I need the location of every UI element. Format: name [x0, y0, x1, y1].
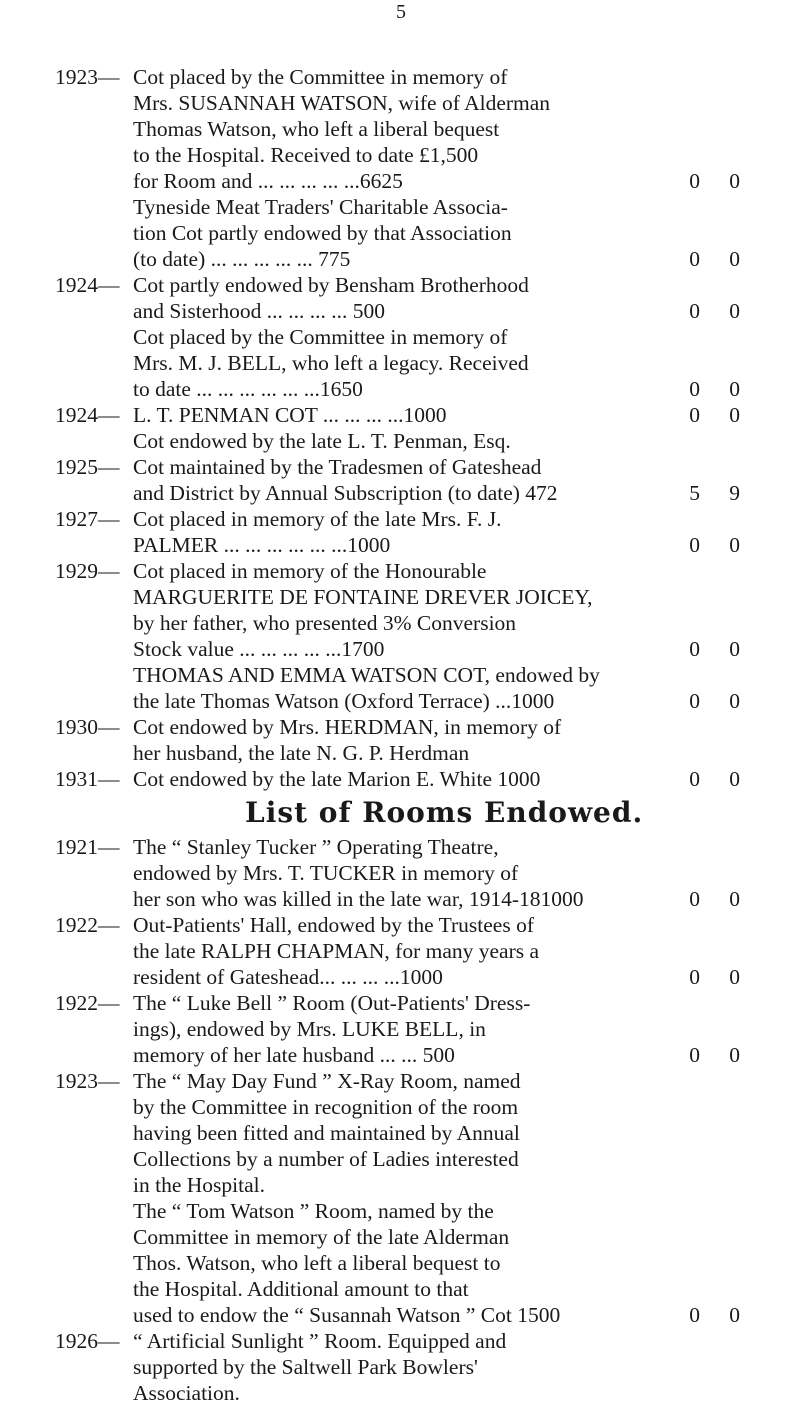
entry-amount	[660, 298, 740, 324]
amount-pence: 0	[729, 299, 740, 323]
amount-shillings: 0	[689, 689, 700, 713]
room-entry	[55, 1068, 740, 1198]
amount-pence: 0	[729, 533, 740, 557]
amount-pence: 0	[729, 247, 740, 271]
entry-year: 1922—	[55, 913, 120, 937]
entry-line: Cot placed by the Committee in memory of	[133, 325, 508, 349]
entry-amount	[660, 1302, 740, 1328]
entry-line: Cot endowed by Mrs. HERDMAN, in memory of	[133, 715, 562, 739]
amount-pence: 0	[729, 887, 740, 911]
entry-line: Stock value ... ... ... ... ...1700	[133, 637, 385, 661]
entry-year: 1925—	[55, 455, 120, 479]
entry-amount	[660, 766, 740, 792]
cot-entry	[55, 402, 740, 428]
entry-line: ings), endowed by Mrs. LUKE BELL, in	[133, 1017, 486, 1041]
amount-pence: 0	[729, 637, 740, 661]
amount-pence: 0	[729, 689, 740, 713]
entry-year: 1923—	[55, 65, 120, 89]
amount-shillings: 0	[689, 247, 700, 271]
room-entry	[55, 834, 740, 912]
entry-line: Tyneside Meat Traders' Charitable Associa-	[133, 195, 508, 219]
entry-line: for Room and ... ... ... ... ...6625	[133, 169, 403, 193]
entry-line: resident of Gateshead... ... ... ...1000	[133, 965, 443, 989]
entry-line: Cot maintained by the Tradesmen of Gateshead	[133, 455, 542, 479]
cot-entry	[55, 558, 740, 662]
entry-line: Cot endowed by the late Marion E. White 1000	[133, 767, 541, 791]
amount-pence: 0	[729, 767, 740, 791]
cot-entry	[55, 272, 740, 324]
amount-shillings: 0	[689, 533, 700, 557]
entry-line: Mrs. M. J. BELL, who left a legacy. Received	[133, 351, 529, 375]
entry-line: The “ Tom Watson ” Room, named by the	[133, 1199, 494, 1223]
amount-shillings: 0	[689, 169, 700, 193]
amount-shillings: 0	[689, 965, 700, 989]
entry-line: her son who was killed in the late war, 1914-181000	[133, 887, 584, 911]
entry-year: 1924—	[55, 273, 120, 297]
entry-line: L. T. PENMAN COT ... ... ... ...1000	[133, 403, 447, 427]
cot-entry	[55, 662, 740, 714]
entry-line: Cot endowed by the late L. T. Penman, Esq.	[133, 429, 511, 453]
entry-line: and District by Annual Subscription (to date) 472	[133, 481, 558, 505]
entry-line: her husband, the late N. G. P. Herdman	[133, 741, 470, 765]
entry-line: The “ May Day Fund ” X-Ray Room, named	[133, 1069, 521, 1093]
entry-line: the Hospital. Additional amount to that	[133, 1277, 469, 1301]
entry-line: the late Thomas Watson (Oxford Terrace) ...1000	[133, 689, 555, 713]
cot-entry	[55, 506, 740, 558]
entry-line: PALMER ... ... ... ... ... ...1000	[133, 533, 391, 557]
entry-line: Cot partly endowed by Bensham Brotherhood	[133, 273, 529, 297]
entry-line: Collections by a number of Ladies interested	[133, 1147, 519, 1171]
entry-line: Cot placed in memory of the late Mrs. F. J.	[133, 507, 502, 531]
amount-pence: 9	[729, 481, 740, 505]
entry-line: to the Hospital. Received to date £1,500	[133, 143, 479, 167]
entry-line: (to date) ... ... ... ... ... 775	[133, 247, 351, 271]
amount-shillings: 0	[689, 377, 700, 401]
amount-shillings: 0	[689, 1043, 700, 1067]
entry-line: Mrs. SUSANNAH WATSON, wife of Alderman	[133, 91, 551, 115]
room-entry	[55, 1198, 740, 1328]
entry-line: supported by the Saltwell Park Bowlers'	[133, 1355, 478, 1379]
cot-entry	[55, 324, 740, 402]
amount-shillings: 0	[689, 299, 700, 323]
amount-shillings: 0	[689, 403, 700, 427]
amount-shillings: 0	[689, 767, 700, 791]
cot-entry	[55, 428, 740, 454]
amount-shillings: 0	[689, 887, 700, 911]
amount-pence: 0	[729, 1303, 740, 1327]
entry-line: to date ... ... ... ... ... ...1650	[133, 377, 363, 401]
amount-pence: 0	[729, 169, 740, 193]
entry-year: 1931—	[55, 767, 120, 791]
entry-line: Association.	[133, 1381, 240, 1405]
cot-list	[55, 64, 740, 792]
entry-line: “ Artificial Sunlight ” Room. Equipped and	[133, 1329, 507, 1353]
room-entry	[55, 912, 740, 990]
amount-pence: 0	[729, 1043, 740, 1067]
amount-pence: 0	[729, 403, 740, 427]
entry-line: by her father, who presented 3% Conversion	[133, 611, 517, 635]
entry-amount	[660, 246, 740, 272]
entry-year: 1924—	[55, 403, 120, 427]
entry-line: having been fitted and maintained by Annual	[133, 1121, 520, 1145]
entry-amount	[660, 480, 740, 506]
entry-line: MARGUERITE DE FONTAINE DREVER JOICEY,	[133, 585, 593, 609]
entry-line: endowed by Mrs. T. TUCKER in memory of	[133, 861, 519, 885]
entry-year: 1923—	[55, 1069, 120, 1093]
entry-amount	[660, 964, 740, 990]
amount-shillings: 0	[689, 1303, 700, 1327]
rooms-heading: List of Rooms Endowed.	[245, 796, 644, 829]
entry-year: 1926—	[55, 1329, 120, 1353]
cot-entry	[55, 64, 740, 194]
entry-line: memory of her late husband ... ... 500	[133, 1043, 455, 1067]
cot-entry	[55, 714, 740, 766]
entry-amount	[660, 1042, 740, 1068]
entry-amount	[660, 376, 740, 402]
entry-line: The “ Stanley Tucker ” Operating Theatre,	[133, 835, 499, 859]
cot-entry	[55, 454, 740, 506]
entry-line: used to endow the “ Susannah Watson ” Cot 1500	[133, 1303, 561, 1327]
entry-year: 1921—	[55, 835, 120, 859]
room-entry	[55, 1328, 740, 1406]
amount-pence: 0	[729, 965, 740, 989]
page-number: 5	[396, 1, 406, 23]
entry-line: tion Cot partly endowed by that Association	[133, 221, 512, 245]
amount-shillings: 5	[689, 481, 700, 505]
cot-entry	[55, 766, 740, 792]
entry-amount	[660, 886, 740, 912]
entry-line: THOMAS AND EMMA WATSON COT, endowed by	[133, 663, 600, 687]
entry-line: Cot placed by the Committee in memory of	[133, 65, 508, 89]
entry-line: Thos. Watson, who left a liberal bequest to	[133, 1251, 501, 1275]
room-list	[55, 834, 740, 1406]
entry-amount	[660, 688, 740, 714]
entry-year: 1922—	[55, 991, 120, 1015]
entry-year: 1927—	[55, 507, 120, 531]
entry-line: Cot placed in memory of the Honourable	[133, 559, 487, 583]
room-entry	[55, 990, 740, 1068]
entry-year: 1930—	[55, 715, 120, 739]
entry-line: The “ Luke Bell ” Room (Out-Patients' Dress-	[133, 991, 531, 1015]
entry-amount	[660, 636, 740, 662]
entry-line: Out-Patients' Hall, endowed by the Trustees of	[133, 913, 534, 937]
entry-line: Committee in memory of the late Alderman	[133, 1225, 510, 1249]
amount-shillings: 0	[689, 637, 700, 661]
entry-line: Thomas Watson, who left a liberal bequest	[133, 117, 500, 141]
entry-amount	[660, 402, 740, 428]
amount-pence: 0	[729, 377, 740, 401]
entry-line: by the Committee in recognition of the room	[133, 1095, 519, 1119]
entry-line: the late RALPH CHAPMAN, for many years a	[133, 939, 540, 963]
content	[55, 64, 740, 1406]
cot-entry	[55, 194, 740, 272]
entry-amount	[660, 532, 740, 558]
entry-line: in the Hospital.	[133, 1173, 265, 1197]
entry-amount	[660, 168, 740, 194]
entry-year: 1929—	[55, 559, 120, 583]
entry-line: and Sisterhood ... ... ... ... 500	[133, 299, 386, 323]
